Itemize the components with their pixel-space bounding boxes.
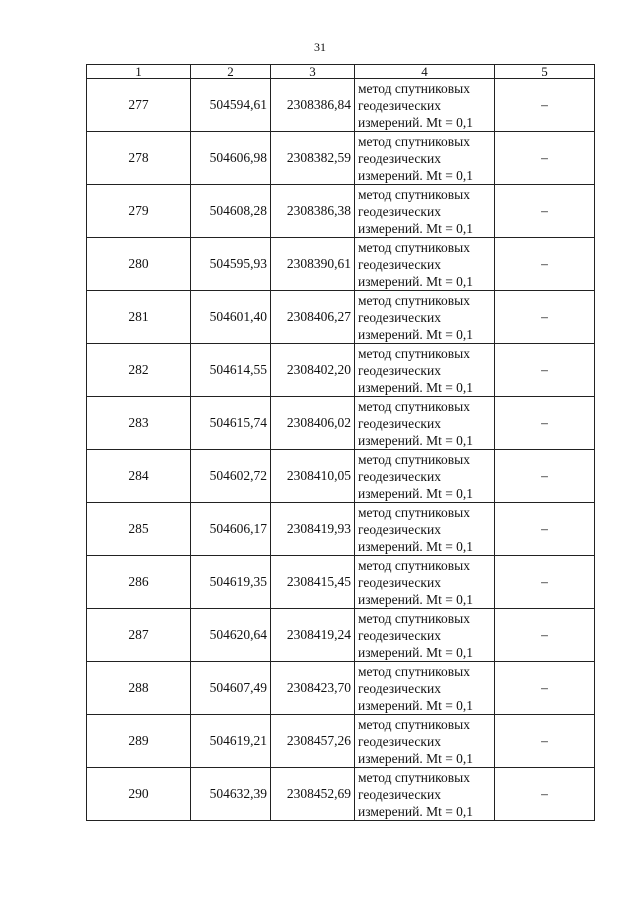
method-cell xyxy=(355,768,495,821)
x-coordinate-cell: 504606,17 xyxy=(191,503,271,556)
method-line: измерений. Mt = 0,1 xyxy=(358,750,474,766)
y-coordinate-cell: 2308406,27 xyxy=(271,291,355,344)
method-line: измерений. Mt = 0,1 xyxy=(358,432,474,448)
table-row xyxy=(87,768,595,821)
x-coordinate-cell: 504602,72 xyxy=(191,450,271,503)
method-line: измерений. Mt = 0,1 xyxy=(358,273,474,289)
table-row xyxy=(87,132,595,185)
method-line: метод спутниковых xyxy=(358,610,470,626)
table-row xyxy=(87,397,595,450)
method-line: измерений. Mt = 0,1 xyxy=(358,803,474,819)
method-line: метод спутниковых xyxy=(358,504,470,520)
point-number-cell: 281 xyxy=(87,291,191,344)
table-row xyxy=(87,503,595,556)
method-line: метод спутниковых xyxy=(358,239,470,255)
x-coordinate-cell: 504619,35 xyxy=(191,556,271,609)
note-cell: – xyxy=(495,503,595,556)
point-number-cell: 286 xyxy=(87,556,191,609)
method-line: геодезических xyxy=(358,680,441,696)
method-line: геодезических xyxy=(358,362,441,378)
table-row xyxy=(87,291,595,344)
method-line: метод спутниковых xyxy=(358,398,470,414)
method-line: метод спутниковых xyxy=(358,769,470,785)
method-line: измерений. Mt = 0,1 xyxy=(358,591,474,607)
table-row xyxy=(87,609,595,662)
method-line: геодезических xyxy=(358,574,441,590)
point-number-cell: 283 xyxy=(87,397,191,450)
note-cell: – xyxy=(495,715,595,768)
table-header-row xyxy=(87,65,595,79)
method-line: измерений. Mt = 0,1 xyxy=(358,644,474,660)
point-number-cell: 290 xyxy=(87,768,191,821)
method-line: геодезических xyxy=(358,627,441,643)
point-number-cell: 289 xyxy=(87,715,191,768)
y-coordinate-cell: 2308457,26 xyxy=(271,715,355,768)
y-coordinate-cell: 2308415,45 xyxy=(271,556,355,609)
method-cell xyxy=(355,344,495,397)
table-body xyxy=(87,79,595,821)
method-cell xyxy=(355,715,495,768)
table-row xyxy=(87,238,595,291)
page-number: 31 xyxy=(314,40,326,54)
header-col-3: 3 xyxy=(271,65,355,79)
method-line: метод спутниковых xyxy=(358,80,470,96)
y-coordinate-cell: 2308419,24 xyxy=(271,609,355,662)
method-cell xyxy=(355,238,495,291)
method-line: измерений. Mt = 0,1 xyxy=(358,167,474,183)
note-cell: – xyxy=(495,344,595,397)
x-coordinate-cell: 504632,39 xyxy=(191,768,271,821)
method-cell xyxy=(355,397,495,450)
x-coordinate-cell: 504601,40 xyxy=(191,291,271,344)
x-coordinate-cell: 504620,64 xyxy=(191,609,271,662)
method-line: геодезических xyxy=(358,97,441,113)
coordinates-table xyxy=(86,64,595,821)
header-col-4: 4 xyxy=(355,65,495,79)
method-line: метод спутниковых xyxy=(358,292,470,308)
x-coordinate-cell: 504594,61 xyxy=(191,79,271,132)
table-row xyxy=(87,344,595,397)
point-number-cell: 285 xyxy=(87,503,191,556)
y-coordinate-cell: 2308452,69 xyxy=(271,768,355,821)
y-coordinate-cell: 2308402,20 xyxy=(271,344,355,397)
note-cell: – xyxy=(495,662,595,715)
method-line: измерений. Mt = 0,1 xyxy=(358,114,474,130)
table-row xyxy=(87,450,595,503)
y-coordinate-cell: 2308423,70 xyxy=(271,662,355,715)
table-row xyxy=(87,556,595,609)
method-line: метод спутниковых xyxy=(358,133,470,149)
x-coordinate-cell: 504608,28 xyxy=(191,185,271,238)
method-line: измерений. Mt = 0,1 xyxy=(358,326,474,342)
x-coordinate-cell: 504614,55 xyxy=(191,344,271,397)
point-number-cell: 288 xyxy=(87,662,191,715)
note-cell: – xyxy=(495,609,595,662)
x-coordinate-cell: 504595,93 xyxy=(191,238,271,291)
y-coordinate-cell: 2308386,38 xyxy=(271,185,355,238)
method-cell xyxy=(355,132,495,185)
x-coordinate-cell: 504615,74 xyxy=(191,397,271,450)
table-row xyxy=(87,185,595,238)
y-coordinate-cell: 2308419,93 xyxy=(271,503,355,556)
method-line: метод спутниковых xyxy=(358,451,470,467)
point-number-cell: 278 xyxy=(87,132,191,185)
note-cell: – xyxy=(495,556,595,609)
table-row xyxy=(87,79,595,132)
point-number-cell: 279 xyxy=(87,185,191,238)
note-cell: – xyxy=(495,397,595,450)
method-line: геодезических xyxy=(358,256,441,272)
y-coordinate-cell: 2308390,61 xyxy=(271,238,355,291)
method-line: геодезических xyxy=(358,786,441,802)
method-cell xyxy=(355,609,495,662)
y-coordinate-cell: 2308406,02 xyxy=(271,397,355,450)
header-col-2: 2 xyxy=(191,65,271,79)
header-col-1: 1 xyxy=(87,65,191,79)
method-line: геодезических xyxy=(358,468,441,484)
method-line: метод спутниковых xyxy=(358,345,470,361)
y-coordinate-cell: 2308386,84 xyxy=(271,79,355,132)
point-number-cell: 284 xyxy=(87,450,191,503)
table-row xyxy=(87,662,595,715)
method-line: метод спутниковых xyxy=(358,186,470,202)
method-cell xyxy=(355,450,495,503)
method-line: метод спутниковых xyxy=(358,663,470,679)
x-coordinate-cell: 504619,21 xyxy=(191,715,271,768)
method-cell xyxy=(355,556,495,609)
method-line: геодезических xyxy=(358,415,441,431)
note-cell: – xyxy=(495,79,595,132)
note-cell: – xyxy=(495,132,595,185)
note-cell: – xyxy=(495,238,595,291)
note-cell: – xyxy=(495,291,595,344)
note-cell: – xyxy=(495,185,595,238)
y-coordinate-cell: 2308410,05 xyxy=(271,450,355,503)
method-line: измерений. Mt = 0,1 xyxy=(358,220,474,236)
method-line: геодезических xyxy=(358,733,441,749)
method-line: геодезических xyxy=(358,309,441,325)
method-cell xyxy=(355,291,495,344)
method-cell xyxy=(355,503,495,556)
method-line: измерений. Mt = 0,1 xyxy=(358,379,474,395)
method-line: геодезических xyxy=(358,203,441,219)
header-col-5: 5 xyxy=(495,65,595,79)
y-coordinate-cell: 2308382,59 xyxy=(271,132,355,185)
method-line: измерений. Mt = 0,1 xyxy=(358,538,474,554)
method-cell xyxy=(355,79,495,132)
method-cell xyxy=(355,662,495,715)
method-cell xyxy=(355,185,495,238)
table-row xyxy=(87,715,595,768)
point-number-cell: 287 xyxy=(87,609,191,662)
x-coordinate-cell: 504606,98 xyxy=(191,132,271,185)
point-number-cell: 280 xyxy=(87,238,191,291)
method-line: метод спутниковых xyxy=(358,716,470,732)
x-coordinate-cell: 504607,49 xyxy=(191,662,271,715)
point-number-cell: 277 xyxy=(87,79,191,132)
note-cell: – xyxy=(495,768,595,821)
note-cell: – xyxy=(495,450,595,503)
method-line: измерений. Mt = 0,1 xyxy=(358,697,474,713)
method-line: геодезических xyxy=(358,150,441,166)
method-line: метод спутниковых xyxy=(358,557,470,573)
method-line: измерений. Mt = 0,1 xyxy=(358,485,474,501)
point-number-cell: 282 xyxy=(87,344,191,397)
method-line: геодезических xyxy=(358,521,441,537)
